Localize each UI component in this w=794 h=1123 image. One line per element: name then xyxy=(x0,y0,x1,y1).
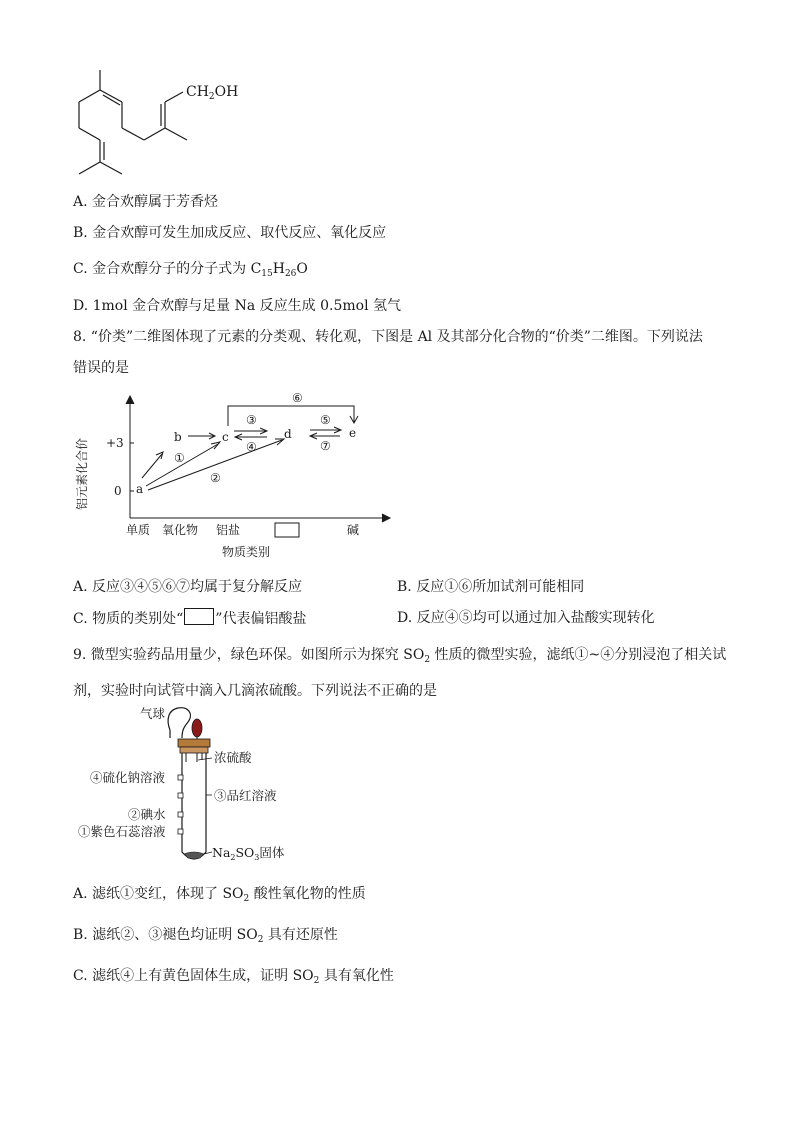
q8-option-c: C. 物质的类别处“ ”代表偏铝酸盐 xyxy=(73,608,306,629)
diagram-xlabel: 物质类别 xyxy=(222,545,271,559)
reaction-label-4: ④ xyxy=(246,440,257,454)
point-b: b xyxy=(174,430,182,444)
label-acid: 浓硫酸 xyxy=(214,750,252,765)
reaction-label-1: ① xyxy=(174,451,185,465)
q7-option-a: A. 金合欢醇属于芳香烃 xyxy=(73,194,219,210)
blank-box xyxy=(184,608,214,625)
q8-stem-line1: 8. “价类”二维图体现了元素的分类观、转化观，下图是 Al 及其部分化合物的“价类”二维图。下列说法 xyxy=(73,329,703,345)
q7-option-b: B. 金合欢醇可发生加成反应、取代反应、氧化反应 xyxy=(73,225,387,241)
diagram-ylabel: 铝元素化合价 xyxy=(75,437,89,510)
x-category-element: 单质 xyxy=(126,523,151,537)
q9-stem-line2: 剂，实验时向试管中滴入几滴浓硫酸。下列说法不正确的是 xyxy=(73,683,437,699)
label-solid: $Na_2SO_3$固体 xyxy=(212,845,285,862)
valence-class-diagram xyxy=(70,388,400,563)
q7-option-c: C. 金合欢醇分子的分子式为 $C_{15}H_{26}O$ xyxy=(73,261,308,279)
label-paper2: ②碘水 xyxy=(128,807,166,822)
point-d: d xyxy=(284,427,292,441)
label-paper4: ④硫化钠溶液 xyxy=(90,770,166,785)
q8-stem-line2: 错误的是 xyxy=(73,360,129,376)
reaction-label-5: ⑤ xyxy=(320,413,331,427)
molecule-structure xyxy=(60,62,260,184)
reaction-label-3: ③ xyxy=(246,413,257,427)
q8-option-b: B. 反应①⑥所加试剂可能相同 xyxy=(397,579,585,595)
q9-option-c: C. 滤纸④上有黄色固体生成，证明 $SO_2$ 具有氧化性 xyxy=(73,968,394,986)
x-category-oxide: 氧化物 xyxy=(162,523,199,537)
q9-option-a: A. 滤纸①变红，体现了 $SO_2$ 酸性氧化物的性质 xyxy=(73,886,366,904)
y-tick-zero: 0 xyxy=(114,484,122,498)
point-c: c xyxy=(222,430,229,444)
q9-stem-line1: 9. 微型实验药品用量少，绿色环保。如图所示为探究 $SO_2$ 性质的微型实验，滤纸①~④分别浸泡了相关试 xyxy=(73,647,727,665)
reaction-label-7: ⑦ xyxy=(320,439,331,453)
label-paper3: ③品红溶液 xyxy=(214,788,277,803)
molecule-group-label: $CH_2OH$ xyxy=(186,84,239,102)
q8-option-d: D. 反应④⑤均可以通过加入盐酸实现转化 xyxy=(397,610,655,626)
x-category-salt: 铝盐 xyxy=(216,523,241,537)
point-e: e xyxy=(349,426,357,440)
label-balloon: 气球 xyxy=(140,706,166,721)
reaction-label-6: ⑥ xyxy=(292,391,303,405)
point-a: a xyxy=(136,482,144,496)
q8-option-a: A. 反应③④⑤⑥⑦均属于复分解反应 xyxy=(73,579,303,595)
y-tick-plus3: +3 xyxy=(106,436,124,450)
label-paper1: ①紫色石蕊溶液 xyxy=(78,824,166,839)
q9-option-b: B. 滤纸②、③褪色均证明 $SO_2$ 具有还原性 xyxy=(73,927,338,945)
q7-option-d: D. 1mol 金合欢醇与足量 Na 反应生成 0.5mol 氢气 xyxy=(73,298,402,314)
x-category-base: 碱 xyxy=(347,523,360,537)
apparatus-diagram xyxy=(70,700,300,870)
reaction-label-2: ② xyxy=(210,471,221,485)
